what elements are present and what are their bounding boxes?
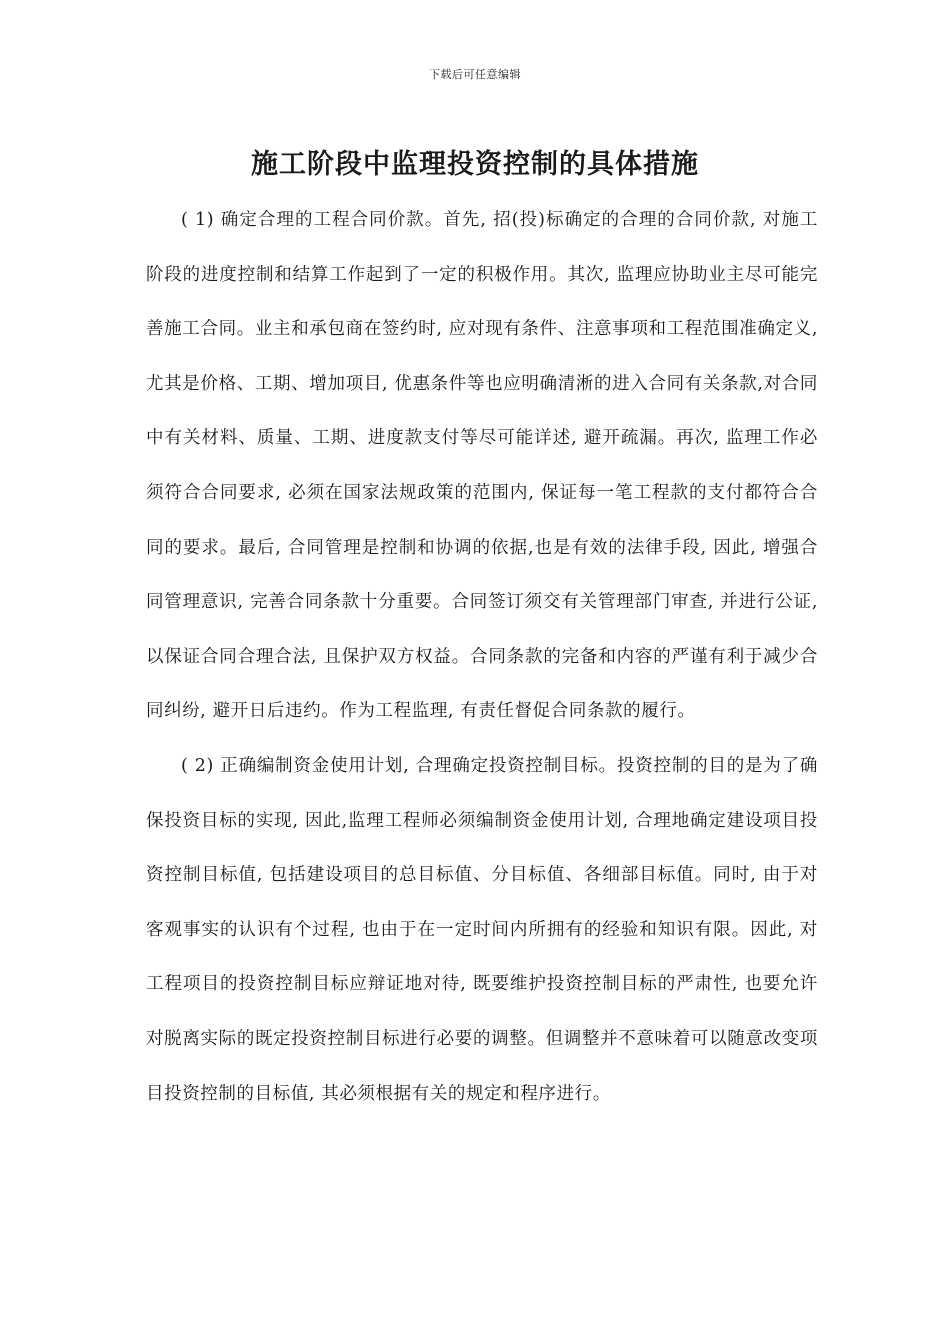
document-body [146, 193, 818, 1121]
page-header: 下载后可任意编辑 [429, 68, 521, 81]
paragraph-contract-price: ( 1) 确定合理的工程合同价款。首先, 招(投)标确定的合理的合同价款, 对施工阶段的进度控制和结算工作起到了一定的积极作用。其次, 监理应协助业主尽可能完善施工合同。业主和承包商在签约时, 应对现有条件、注意事项和工程范围准确定义, 尤其是价格、工期、增加项目, 优惠条件等也应明确清淅的进入合同有关条款,对合同中有关材料、质量、工期、进度款支付等尽可能详述, 避开疏漏。再次, 监理工作必须符合合同要求, 必须在国家法规政策的范围内, 保证每一笔工程款的支付都符合合同的要求。最后, 合同管理是控制和协调的依据,也是有效的法律手段, 因此, 增强合同管理意识, 完善合同条款十分重要。合同签订须交有关管理部门审查, 并进行公证, 以保证合同合理合法, 且保护双方权益。合同条款的完备和内容的严谨有利于减少合同纠纷, 避开日后违约。作为工程监理, 有责任督促合同条款的履行。 [146, 210, 818, 722]
document-title: 施工阶段中监理投资控制的具体措施 [251, 149, 699, 180]
paragraph-fund-plan: ( 2) 正确编制资金使用计划, 合理确定投资控制目标。投资控制的目的是为了确保投资目标的实现, 因此,监理工程师必须编制资金使用计划, 合理地确定建设项目投资控制目标值, 包括建设项目的总目标值、分目标值、各细部目标值。同时, 由于对客观事实的认识有个过程, 也由于在一定时间内所拥有的经验和知识有限。因此, 对工程项目的投资控制目标应辩证地对待, 既要维护投资控制目标的严肃性, 也要允许对脱离实际的既定投资控制目标进行必要的调整。但调整并不意味着可以随意改变项目投资控制的目标值, 其必须根据有关的规定和程序进行。 [146, 755, 818, 1104]
